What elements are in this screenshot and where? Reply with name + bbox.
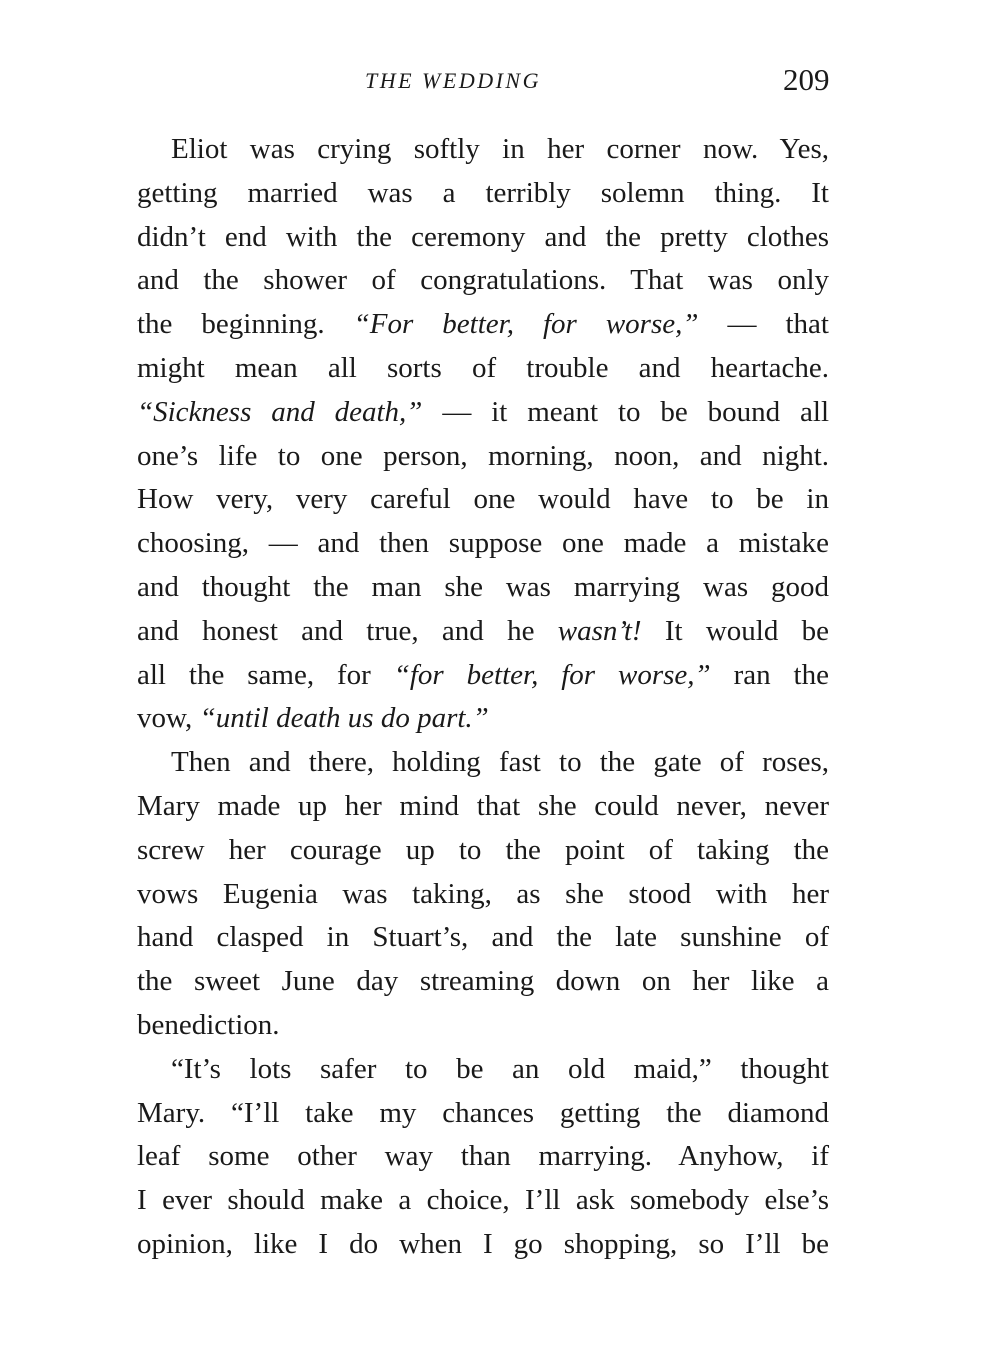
text-line: one’s life to one person, morning, noon, and night.: [137, 439, 829, 472]
paragraph: [137, 1048, 829, 1267]
text-line: opinion, like I do when I go shopping, so I’ll be: [137, 1227, 829, 1260]
text-line: “It’s lots safer to be an old maid,” thought: [171, 1052, 829, 1085]
text-line: Mary. “I’ll take my chances getting the diamond: [137, 1096, 829, 1129]
italic-phrase: “until death us do part.”: [199, 702, 489, 735]
text-line: might mean all sorts of trouble and heartache.: [137, 351, 829, 384]
text-line: didn’t end with the ceremony and the pretty clothes: [137, 220, 829, 253]
text-line: screw her courage up to the point of taking the: [137, 833, 829, 866]
italic-phrase: wasn’t!: [557, 614, 642, 647]
running-title: THE WEDDING: [365, 68, 541, 93]
page-number: 209: [783, 62, 830, 97]
text-line: Then and there, holding fast to the gate of roses,: [171, 746, 829, 779]
paragraph: [137, 741, 829, 1048]
text-line: vow, “until death us do part.”: [137, 702, 489, 735]
italic-phrase: “For better, for worse,”: [353, 308, 699, 341]
text-line: Eliot was crying softly in her corner now. Yes,: [171, 133, 829, 165]
italic-phrase: “Sickness and death,”: [137, 395, 423, 428]
running-head: [0, 62, 1000, 102]
text-line: hand clasped in Stuart’s, and the late sunshine of: [137, 921, 829, 954]
body-text: [137, 128, 829, 1267]
text-line: and honest and true, and he wasn’t! It would be: [137, 614, 829, 647]
text-line: choosing, — and then suppose one made a mistake: [137, 527, 829, 560]
paragraph: [137, 128, 829, 741]
text-line: vows Eugenia was taking, as she stood with her: [137, 877, 829, 910]
text-line: all the same, for “for better, for worse,” ran the: [137, 658, 829, 691]
text-line: getting married was a terribly solemn thing. It: [137, 176, 829, 209]
text-line: Mary made up her mind that she could never, never: [137, 789, 829, 822]
text-line: and the shower of congratulations. That was only: [137, 264, 829, 297]
text-line: benediction.: [137, 1008, 280, 1041]
text-line: leaf some other way than marrying. Anyhow, if: [137, 1140, 829, 1173]
text-line: and thought the man she was marrying was good: [137, 570, 829, 603]
text-line: I ever should make a choice, I’ll ask somebody else’s: [137, 1184, 829, 1217]
text-line: the sweet June day streaming down on her like a: [137, 965, 829, 998]
text-line: “Sickness and death,” — it meant to be bound all: [137, 395, 830, 428]
text-line: the beginning. “For better, for worse,” — that: [137, 308, 829, 341]
italic-phrase: “for better, for worse,”: [393, 658, 711, 691]
text-line: How very, very careful one would have to be in: [137, 483, 829, 516]
